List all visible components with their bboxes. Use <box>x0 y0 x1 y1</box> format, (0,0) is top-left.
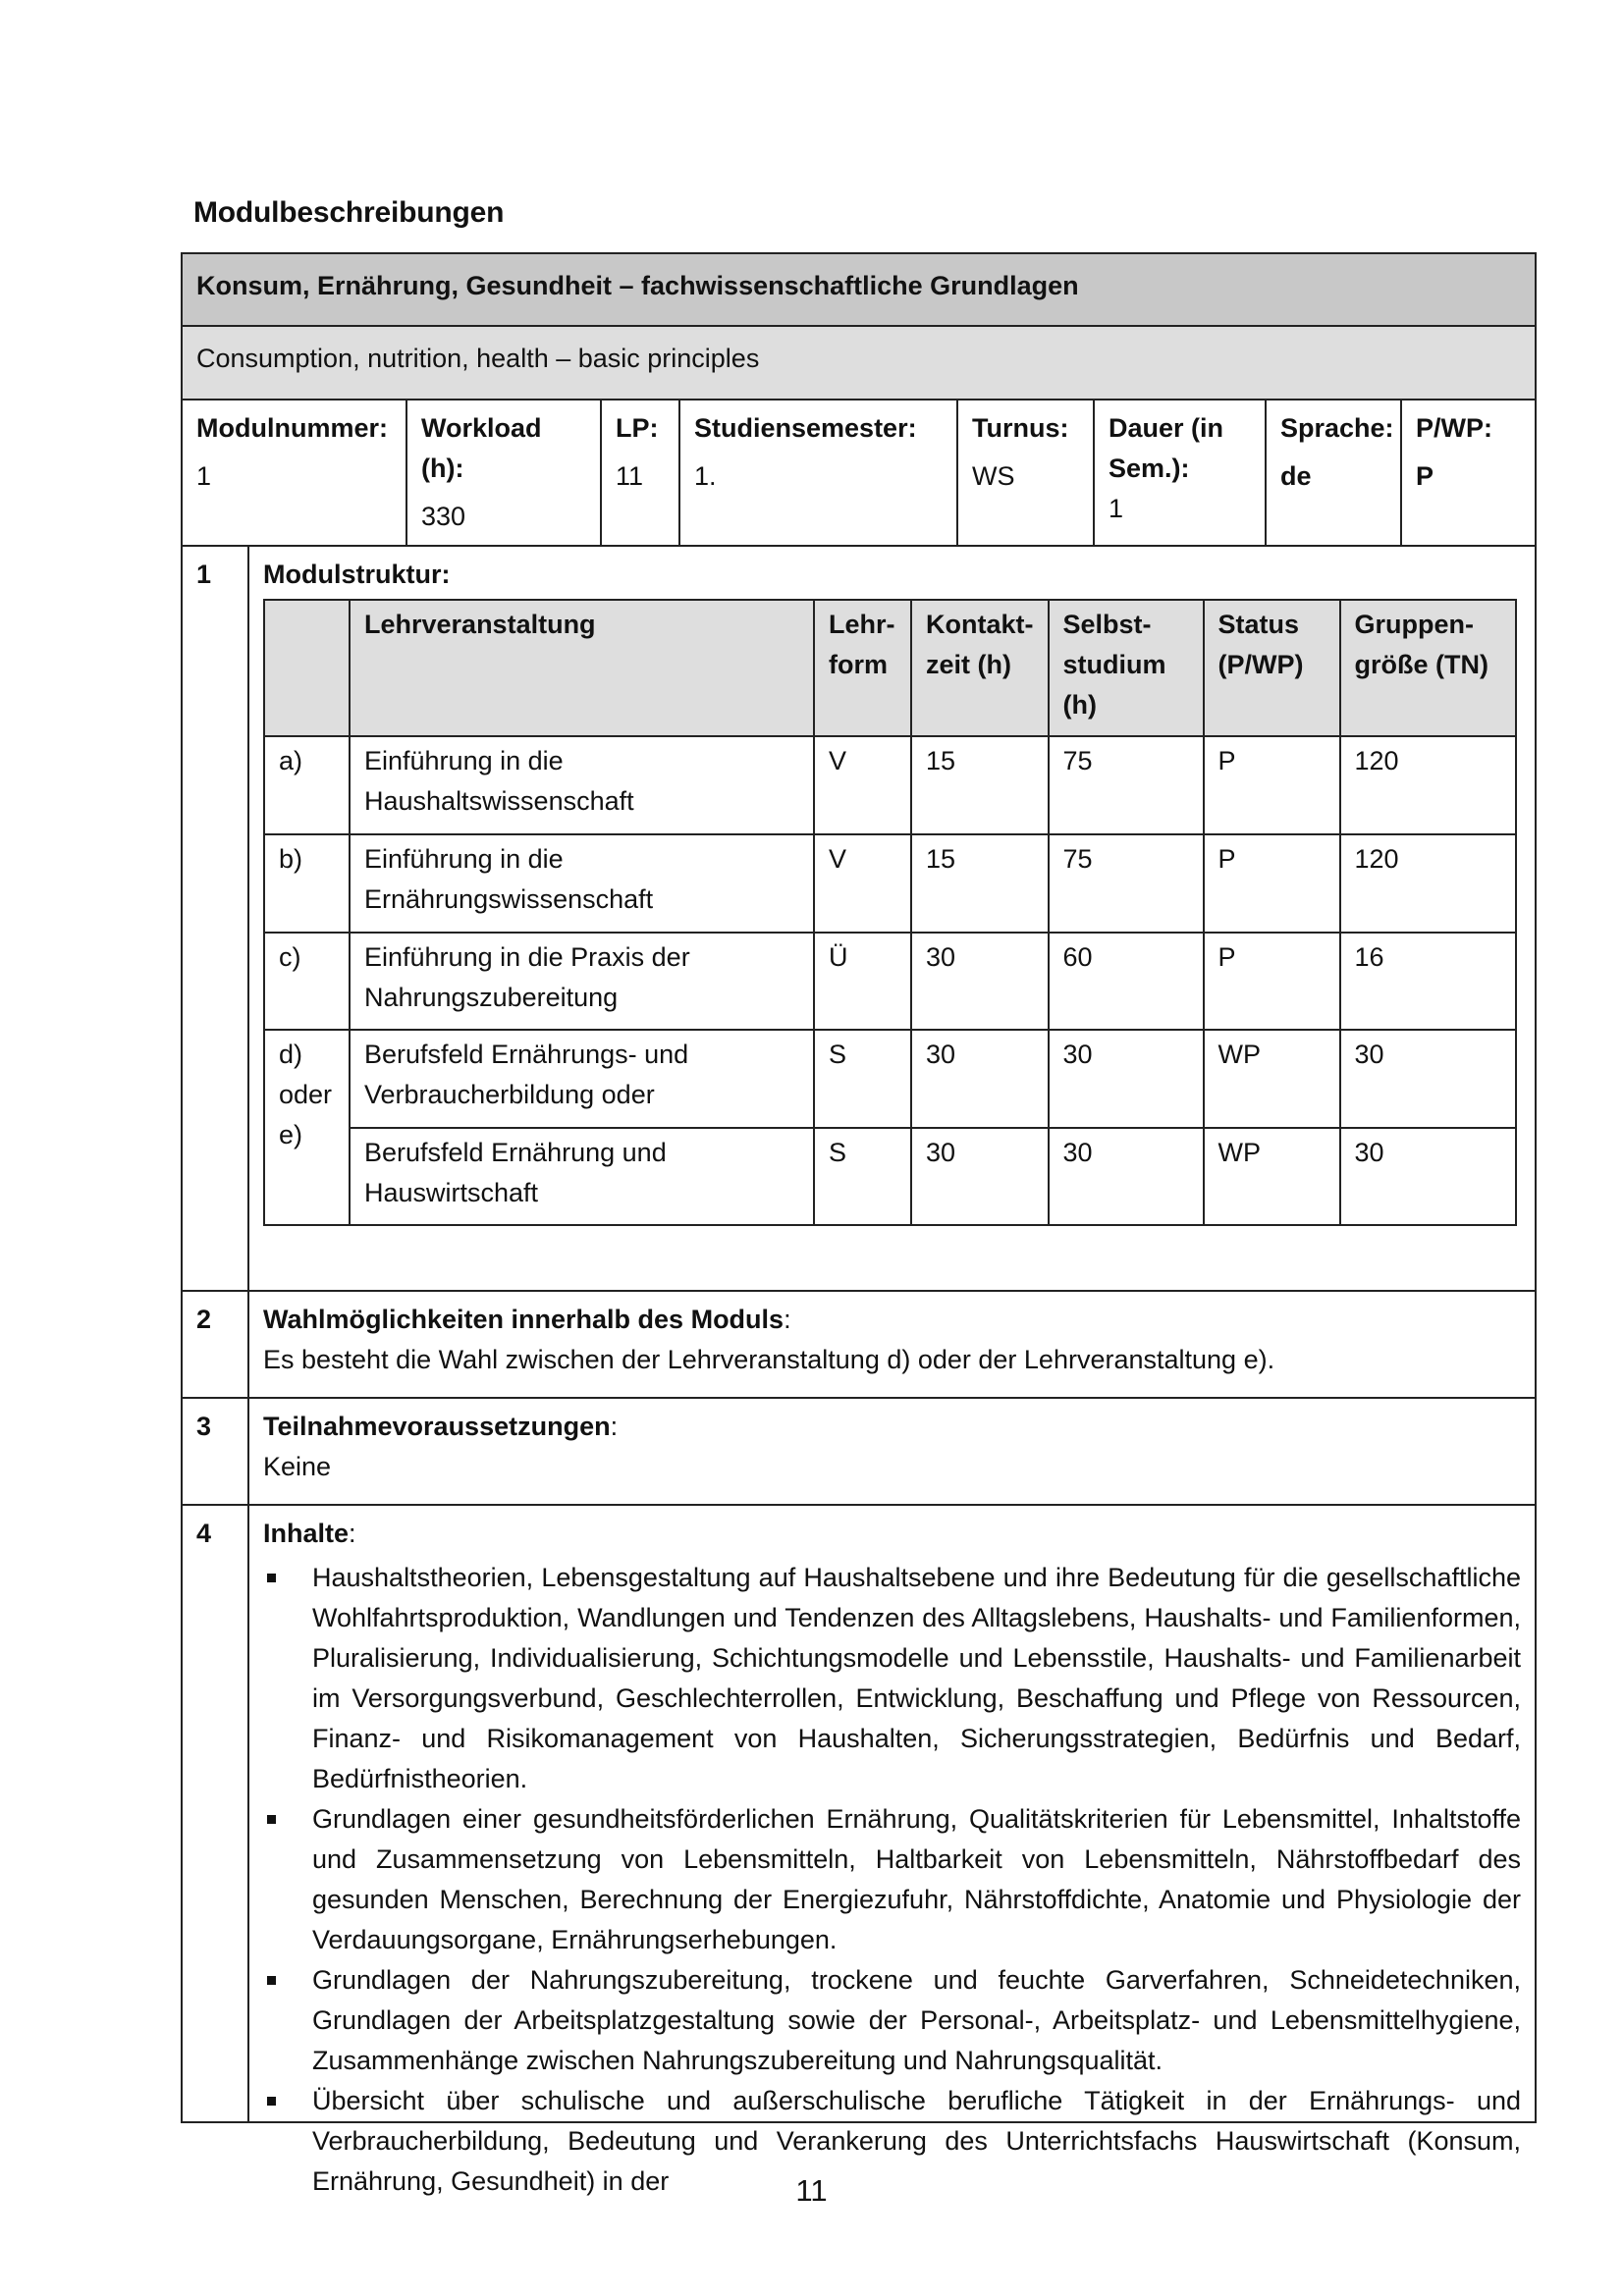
section-text: Es besteht die Wahl zwischen der Lehrveranstaltung d) oder der Lehrveranstaltung e). <box>263 1345 1275 1374</box>
meta-value: 1 <box>196 461 212 491</box>
page-number: 11 <box>795 2173 828 2208</box>
module-meta-row <box>183 400 1535 547</box>
list-item: Grundlagen der Nahrungszubereitung, trockene und feuchte Garverfahren, Schneidetechniken, Grundlagen der Arbeitsplatzgestaltung sowie der Personal-, Arbeitsplatz- und Lebensmittelhygiene, Zusammenhänge zwischen Nahrungszubereitung und Nahrungsqualität. <box>263 1960 1521 2081</box>
row-id-merged <box>264 1030 350 1225</box>
row-selbst: 75 <box>1049 834 1204 933</box>
page-heading: Modulbeschreibungen <box>193 196 505 229</box>
meta-label: Studiensemester: <box>694 413 917 443</box>
row-kontakt: 15 <box>911 834 1049 933</box>
meta-value: 11 <box>616 461 644 491</box>
meta-modulnummer <box>183 400 407 545</box>
row-form: S <box>814 1030 911 1128</box>
section-number: 2 <box>183 1292 249 1397</box>
meta-value: de <box>1280 461 1312 491</box>
row-kontakt: 30 <box>911 1128 1049 1225</box>
section-teilnahmevoraussetzungen <box>183 1399 1535 1506</box>
header-id <box>264 600 350 736</box>
table-row <box>264 834 1516 933</box>
meta-label: Dauer (in Sem.): <box>1109 413 1224 483</box>
header-kontaktzeit: Kontakt-zeit (h) <box>911 600 1049 736</box>
section-body <box>249 547 1535 1290</box>
meta-turnus <box>958 400 1095 545</box>
row-name: Berufsfeld Ernährungs- und Verbraucherbildung oder <box>350 1030 814 1128</box>
table-row <box>264 1128 1516 1225</box>
row-form: V <box>814 834 911 933</box>
section-number: 3 <box>183 1399 249 1504</box>
meta-dauer <box>1095 400 1267 545</box>
meta-studiensemester <box>680 400 958 545</box>
row-kontakt: 30 <box>911 1030 1049 1128</box>
row-id: b) <box>264 834 350 933</box>
header-lehrform: Lehr-form <box>814 600 911 736</box>
meta-value: WS <box>972 461 1015 491</box>
section-title-line <box>263 1300 1521 1340</box>
section-title: Inhalte <box>263 1519 350 1548</box>
row-status: P <box>1204 933 1340 1030</box>
meta-pwp <box>1402 400 1535 545</box>
section-number: 4 <box>183 1506 249 2121</box>
meta-label: P/WP: <box>1416 413 1492 443</box>
section-title-line <box>263 1514 1521 1554</box>
content-list <box>263 1558 1521 2202</box>
table-row <box>264 736 1516 834</box>
row-selbst: 30 <box>1049 1128 1204 1225</box>
section-title-colon: : <box>349 1519 356 1548</box>
section-title: Modulstruktur: <box>263 560 451 589</box>
list-item: Haushaltstheorien, Lebensgestaltung auf Haushaltsebene und ihre Bedeutung für die gesellschaftliche Wohlfahrtsproduktion, Wandlungen und Tendenzen des Alltagslebens, Haushalts- und Familienformen, Pluralisierung, Individualisierung, Schichtungsmodelle und Lebensstile, Haushalts- und Familienarbeit im Versorgungsverbund, Geschlechterrollen, Entwicklung, Beschaffung und Pflege von Ressourcen, Finanz- und Risikomanagement von Haushalten, Sicherungsstrategien, Bedürfnis und Bedarf, Bedürfnistheorien. <box>263 1558 1521 1799</box>
header-lehrveranstaltung: Lehrveranstaltung <box>350 600 814 736</box>
meta-label: LP: <box>616 413 659 443</box>
row-form: S <box>814 1128 911 1225</box>
meta-value: P <box>1416 461 1434 491</box>
row-id: c) <box>264 933 350 1030</box>
section-title: Wahlmöglichkeiten innerhalb des Moduls <box>263 1305 784 1334</box>
row-kontakt: 15 <box>911 736 1049 834</box>
row-gruppe: 120 <box>1340 736 1516 834</box>
row-gruppe: 120 <box>1340 834 1516 933</box>
module-subtitle: Consumption, nutrition, health – basic principles <box>183 327 1535 400</box>
row-selbst: 60 <box>1049 933 1204 1030</box>
row-selbst: 75 <box>1049 736 1204 834</box>
row-oder: oder <box>279 1080 333 1109</box>
list-item: Grundlagen einer gesundheitsförderlichen Ernährung, Qualitätskriterien für Lebensmittel, Inhaltstoffe und Zusammensetzung von Lebensmitteln, Haltbarkeit von Lebensmitteln, Nährstoffbedarf des gesunden Menschen, Berechnung der Energiezufuhr, Nährstoffdichte, Anatomie und Physiologie der Verdauungsorgane, Ernährungserhebungen. <box>263 1799 1521 1960</box>
row-gruppe: 16 <box>1340 933 1516 1030</box>
section-title-line <box>263 1407 1521 1447</box>
meta-label: Workload (h): <box>421 413 542 483</box>
list-item: Übersicht über schulische und außerschulische berufliche Tätigkeit in der Ernährungs- und Verbraucherbildung, Bedeutung und Verankerung des Unterrichtsfachs Hauswirtschaft (Konsum, Ernährung, Gesundheit) in der <box>263 2081 1521 2202</box>
row-name: Einführung in die Praxis der Nahrungszubereitung <box>350 933 814 1030</box>
meta-value: 1 <box>1109 494 1124 523</box>
section-body <box>249 1292 1535 1397</box>
header-gruppengroesse: Gruppen-größe (TN) <box>1340 600 1516 736</box>
section-title: Teilnahmevoraussetzungen <box>263 1412 611 1441</box>
row-name: Berufsfeld Ernährung und Hauswirtschaft <box>350 1128 814 1225</box>
row-name: Einführung in die Ernährungswissenschaft <box>350 834 814 933</box>
section-modulstruktur <box>183 547 1535 1292</box>
row-status: WP <box>1204 1030 1340 1128</box>
row-kontakt: 30 <box>911 933 1049 1030</box>
row-gruppe: 30 <box>1340 1030 1516 1128</box>
meta-workload <box>407 400 602 545</box>
table-row <box>264 933 1516 1030</box>
header-selbststudium: Selbst-studium (h) <box>1049 600 1204 736</box>
table-row <box>264 1030 1516 1128</box>
course-table-header <box>264 600 1516 736</box>
module-description-table <box>181 252 1537 2196</box>
row-selbst: 30 <box>1049 1030 1204 1128</box>
row-gruppe: 30 <box>1340 1128 1516 1225</box>
section-wahlmoeglichkeiten <box>183 1292 1535 1399</box>
section-number: 1 <box>183 547 249 1290</box>
module-title: Konsum, Ernährung, Gesundheit – fachwissenschaftliche Grundlagen <box>183 254 1535 327</box>
row-form: V <box>814 736 911 834</box>
section-title-colon: : <box>784 1305 791 1334</box>
section-body <box>249 1399 1535 1504</box>
row-status: P <box>1204 736 1340 834</box>
row-status: P <box>1204 834 1340 933</box>
header-status: Status (P/WP) <box>1204 600 1340 736</box>
meta-value: 1. <box>694 461 717 491</box>
meta-label: Modulnummer: <box>196 413 388 443</box>
row-id: d) <box>279 1040 303 1069</box>
row-form: Ü <box>814 933 911 1030</box>
row-name: Einführung in die Haushaltswissenschaft <box>350 736 814 834</box>
course-table <box>263 599 1517 1226</box>
row-status: WP <box>1204 1128 1340 1225</box>
row-id: e) <box>279 1120 303 1149</box>
meta-label: Turnus: <box>972 413 1069 443</box>
meta-label: Sprache: <box>1280 413 1394 443</box>
meta-sprache <box>1267 400 1402 545</box>
meta-value: 330 <box>421 502 466 531</box>
section-text: Keine <box>263 1452 332 1481</box>
meta-lp <box>602 400 680 545</box>
section-title-colon: : <box>610 1412 619 1441</box>
row-id: a) <box>264 736 350 834</box>
